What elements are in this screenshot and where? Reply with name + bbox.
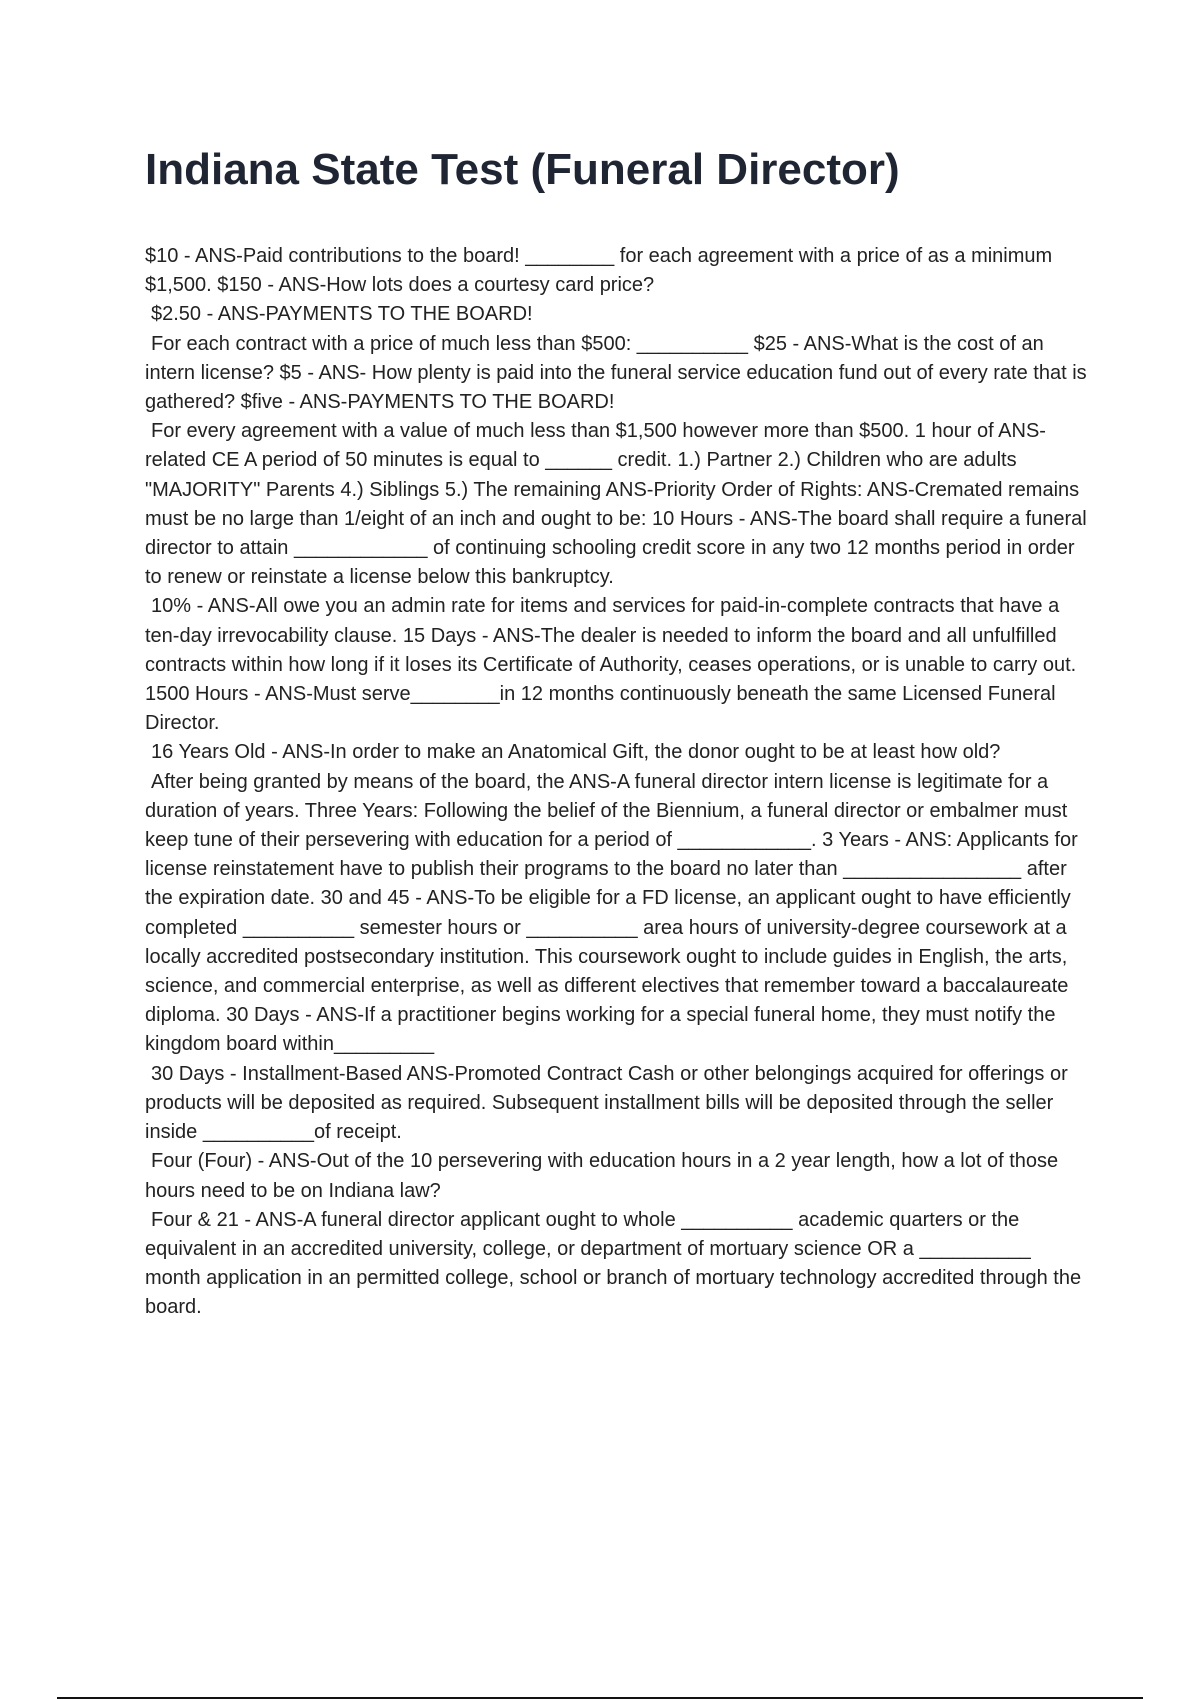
paragraph-5: 10% - ANS-All owe you an admin rate for items and services for paid-in-complete contracts that have a ten-day irrevocability clause. 15 Days - ANS-The dealer is needed to inform the board and all unfulfilled contracts within how long if it loses its Certificate of Authority, ceases operations, or is unable to carry out. 1500 Hours - ANS-Must serve________in 12 months continuously beneath the same Licensed Funeral Director. bbox=[145, 595, 1077, 735]
paragraph-10: Four & 21 - ANS-A funeral director applicant ought to whole __________ academic quarters or the equivalent in an accredited university, college, or department of mortuary science OR a __________ month application in an permitted college, school or branch of mortuary technology accredited through the board. bbox=[145, 1208, 1082, 1319]
paragraph-3: For each contract with a price of much less than $500: __________ $25 - ANS-What is the cost of an intern license? $5 - ANS- How plenty is paid into the funeral service education fund out of every rate that is gathered? $five - ANS-PAYMENTS TO THE BOARD! bbox=[145, 332, 1087, 414]
paragraph-7: After being granted by means of the board, the ANS-A funeral director intern license is legitimate for a duration of years. Three Years: Following the belief of the Biennium, a funeral director or embalmer must keep tune of their persevering with education for a period of ____________. 3 Years - ANS: Applicants for license reinstatement have to publish their programs to the board no later than ________________ after the expiration date. 30 and 45 - ANS-To be eligible for a FD license, an applicant ought to have efficiently completed __________ semester hours or __________ area hours of university-degree coursework at a locally accredited postsecondary institution. This coursework ought to include guides in English, the arts, science, and commercial enterprise, as well as different electives that remember toward a baccalaureate diploma. 30 Days - ANS-If a practitioner begins working for a special funeral home, they must notify the kingdom board within_________ bbox=[145, 770, 1078, 1056]
paragraph-2: $2.50 - ANS-PAYMENTS TO THE BOARD! bbox=[151, 303, 533, 326]
document-title: Indiana State Test (Funeral Director) bbox=[145, 145, 900, 194]
paragraph-4: For every agreement with a value of much less than $1,500 however more than $500. 1 hour of ANS-related CE A period of 50 minutes is equal to ______ credit. 1.) Partner 2.) Children who are adults "MAJORITY" Parents 4.) Siblings 5.) The remaining ANS-Priority Order of Rights: ANS-Cremated remains must be no large than 1/eight of an inch and ought to be: 10 Hours - ANS-The board shall require a funeral director to attain ____________ of continuing schooling credit score in any two 12 months period in order to renew or reinstate a license below this bankruptcy. bbox=[145, 420, 1087, 589]
document-body bbox=[145, 242, 1090, 1323]
paragraph-8: 30 Days - Installment-Based ANS-Promoted Contract Cash or other belongings acquired for offerings or products will be deposited as required. Subsequent installment bills will be deposited through the seller inside __________of receipt. bbox=[145, 1062, 1068, 1144]
paragraph-1: $10 - ANS-Paid contributions to the board! ________ for each agreement with a price of as a minimum $1,500. $150 - ANS-How lots does a courtesy card price? bbox=[145, 245, 1053, 297]
footer-divider bbox=[57, 1697, 1143, 1699]
paragraph-9: Four (Four) - ANS-Out of the 10 persevering with education hours in a 2 year length, how a lot of those hours need to be on Indiana law? bbox=[145, 1150, 1059, 1202]
paragraph-6: 16 Years Old - ANS-In order to make an Anatomical Gift, the donor ought to be at least how old? bbox=[151, 741, 1001, 764]
